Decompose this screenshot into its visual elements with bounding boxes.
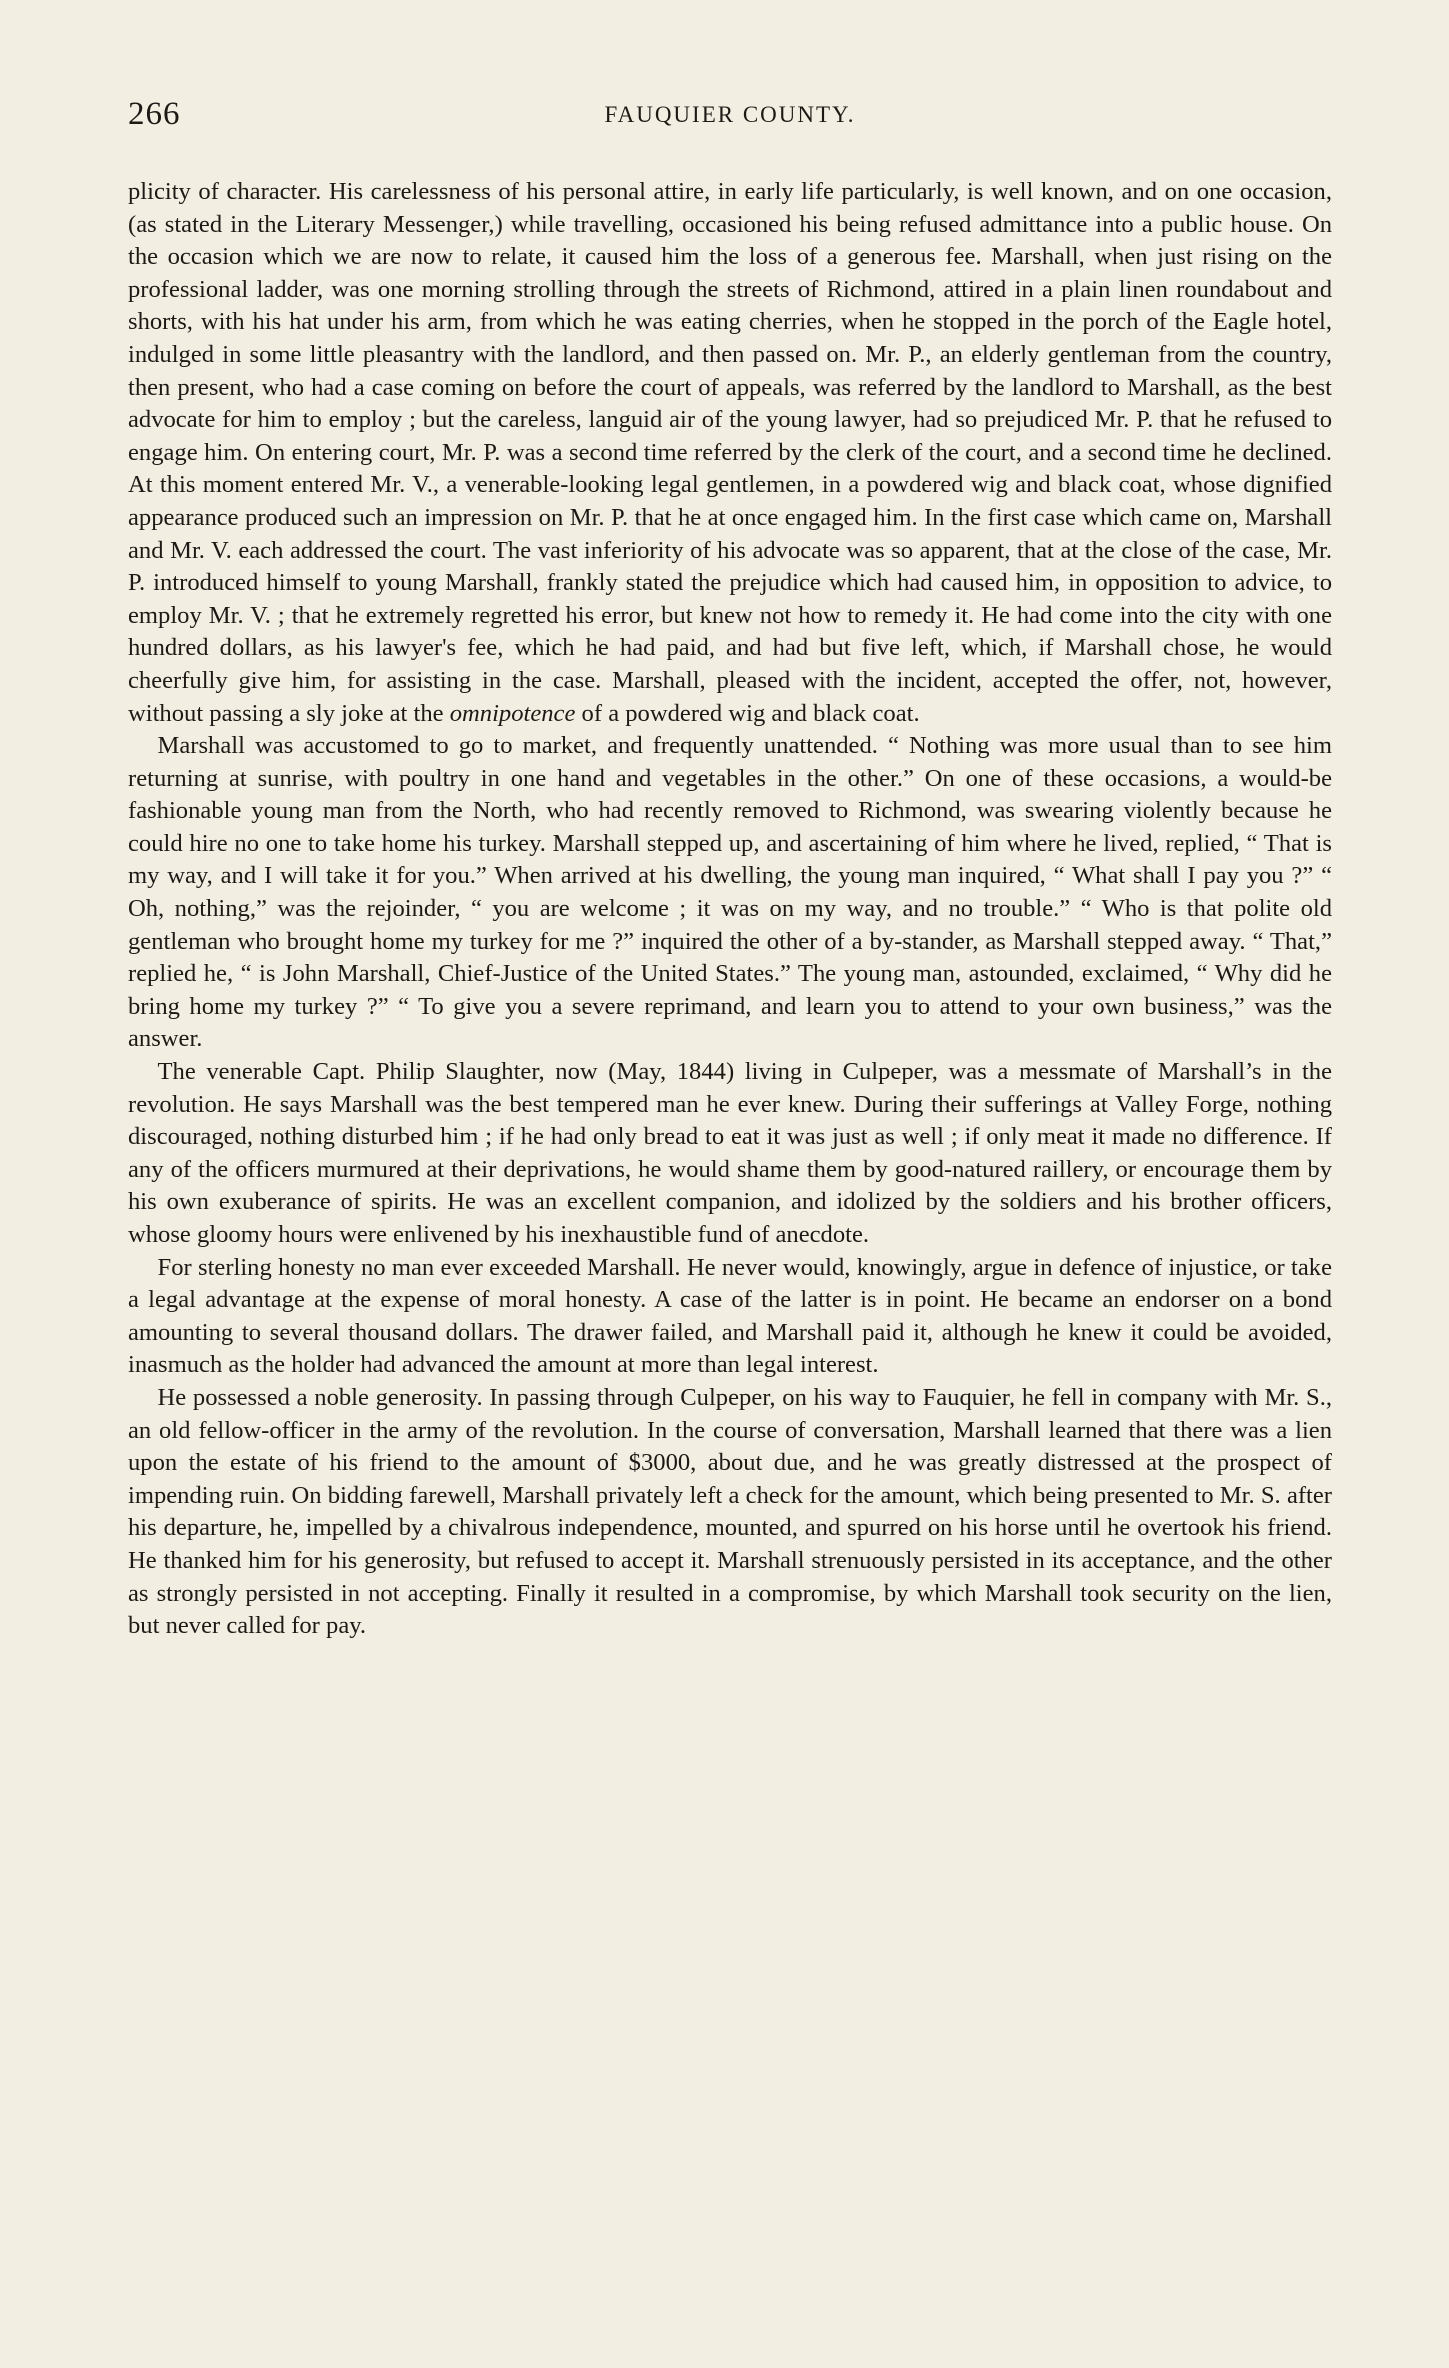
- paragraph-1-emphasis: omnipotence: [449, 699, 576, 727]
- body-text: [128, 176, 1332, 1643]
- paragraph-1: [128, 176, 1332, 730]
- paragraph-4: For sterling honesty no man ever exceeded Marshall. He never would, knowingly, argue in defence of injustice, or take a legal advantage at the expense of moral honesty. A case of the latter is in point. He became an endorser on a bond amounting to several thousand dollars. The drawer failed, and Marshall paid it, although he knew it could be avoided, inasmuch as the holder had advanced the amount at more than legal interest.: [128, 1253, 1332, 1379]
- paragraph-1-text: plicity of character. His carelessness of his personal attire, in early life particularly, is well known, and on one occasion, (as stated in the Literary Messenger,) while travelling, occasioned his being refused admittance into a public house. On the occasion which we are now to relate, it caused him the loss of a generous fee. Marshall, when just rising on the professional ladder, was one morning strolling through the streets of Richmond, attired in a plain linen roundabout and shorts, with his hat under his arm, from which he was eating cherries, when he stopped in the porch of the Eagle hotel, indulged in some little pleasantry with the landlord, and then passed on. Mr. P., an elderly gentleman from the country, then present, who had a case coming on before the court of appeals, was referred by the landlord to Marshall, as the best advocate for him to employ ; but the careless, languid air of the young lawyer, had so prejudiced Mr. P. that he refused to engage him. On entering court, Mr. P. was a second time referred by the clerk of the court, and a second time he declined. At this moment entered Mr. V., a venerable-looking legal gentlemen, in a powdered wig and black coat, whose dignified appearance produced such an impression on Mr. P. that he at once engaged him. In the first case which came on, Marshall and Mr. V. each addressed the court. The vast inferiority of his advocate was so apparent, that at the close of the case, Mr. P. introduced himself to young Marshall, frankly stated the prejudice which had caused him, in opposition to advice, to employ Mr. V. ; that he extremely regretted his error, but knew not how to remedy it. He had come into the city with one hundred dollars, as his lawyer's fee, which he had paid, and had but five left, which, if Marshall chose, he would cheerfully give him, for assisting in the case. Marshall, pleased with the incident, accepted the offer, not, however, without passing a sly joke at the: [128, 178, 1332, 727]
- paragraph-3: The venerable Capt. Philip Slaughter, now (May, 1844) living in Culpeper, was a messmate of Marshall’s in the revolution. He says Marshall was the best tempered man he ever knew. During their sufferings at Valley Forge, nothing discouraged, nothing disturbed him ; if he had only bread to eat it was just as well ; if only meat it made no difference. If any of the officers murmured at their deprivations, he would shame them by good-natured raillery, or encourage them by his own exuberance of spirits. He was an excellent companion, and idolized by the soldiers and his brother officers, whose gloomy hours were enlivened by his inexhaustible fund of anecdote.: [128, 1058, 1332, 1248]
- paragraph-5: He possessed a noble generosity. In passing through Culpeper, on his way to Fauquier, he fell in company with Mr. S., an old fellow-officer in the army of the revolution. In the course of conversation, Marshall learned that there was a lien upon the estate of his friend to the amount of $3000, about due, and he was greatly distressed at the prospect of impending ruin. On bidding farewell, Marshall privately left a check for the amount, which being presented to Mr. S. after his departure, he, impelled by a chivalrous independence, mounted, and spurred on his horse until he overtook his friend. He thanked him for his generosity, but refused to accept it. Marshall strenuously persisted in its acceptance, and the other as strongly persisted in not accepting. Finally it resulted in a compromise, by which Marshall took security on the lien, but never called for pay.: [128, 1383, 1332, 1640]
- running-head: FAUQUIER COUNTY.: [604, 102, 856, 127]
- paragraph-2: Marshall was accustomed to go to market, and frequently unattended. “ Nothing was more usual than to see him returning at sunrise, with poultry in one hand and vegetables in the other.” On one of these occasions, a would-be fashionable young man from the North, who had recently removed to Richmond, was swearing violently because he could hire no one to take home his turkey. Marshall stepped up, and ascertaining of him where he lived, replied, “ That is my way, and I will take it for you.” When arrived at his dwelling, the young man inquired, “ What shall I pay you ?” “ Oh, nothing,” was the rejoinder, “ you are welcome ; it was on my way, and no trouble.” “ Who is that polite old gentleman who brought home my turkey for me ?” inquired the other of a by-stander, as Marshall stepped away. “ That,” replied he, “ is John Marshall, Chief-Justice of the United States.” The young man, astounded, exclaimed, “ Why did he bring home my turkey ?” “ To give you a severe reprimand, and learn you to attend to your own business,” was the answer.: [128, 732, 1332, 1053]
- paragraph-1-text-end: of a powdered wig and black coat.: [575, 699, 920, 727]
- page-header: [128, 96, 1332, 140]
- page-number: 266: [128, 96, 181, 132]
